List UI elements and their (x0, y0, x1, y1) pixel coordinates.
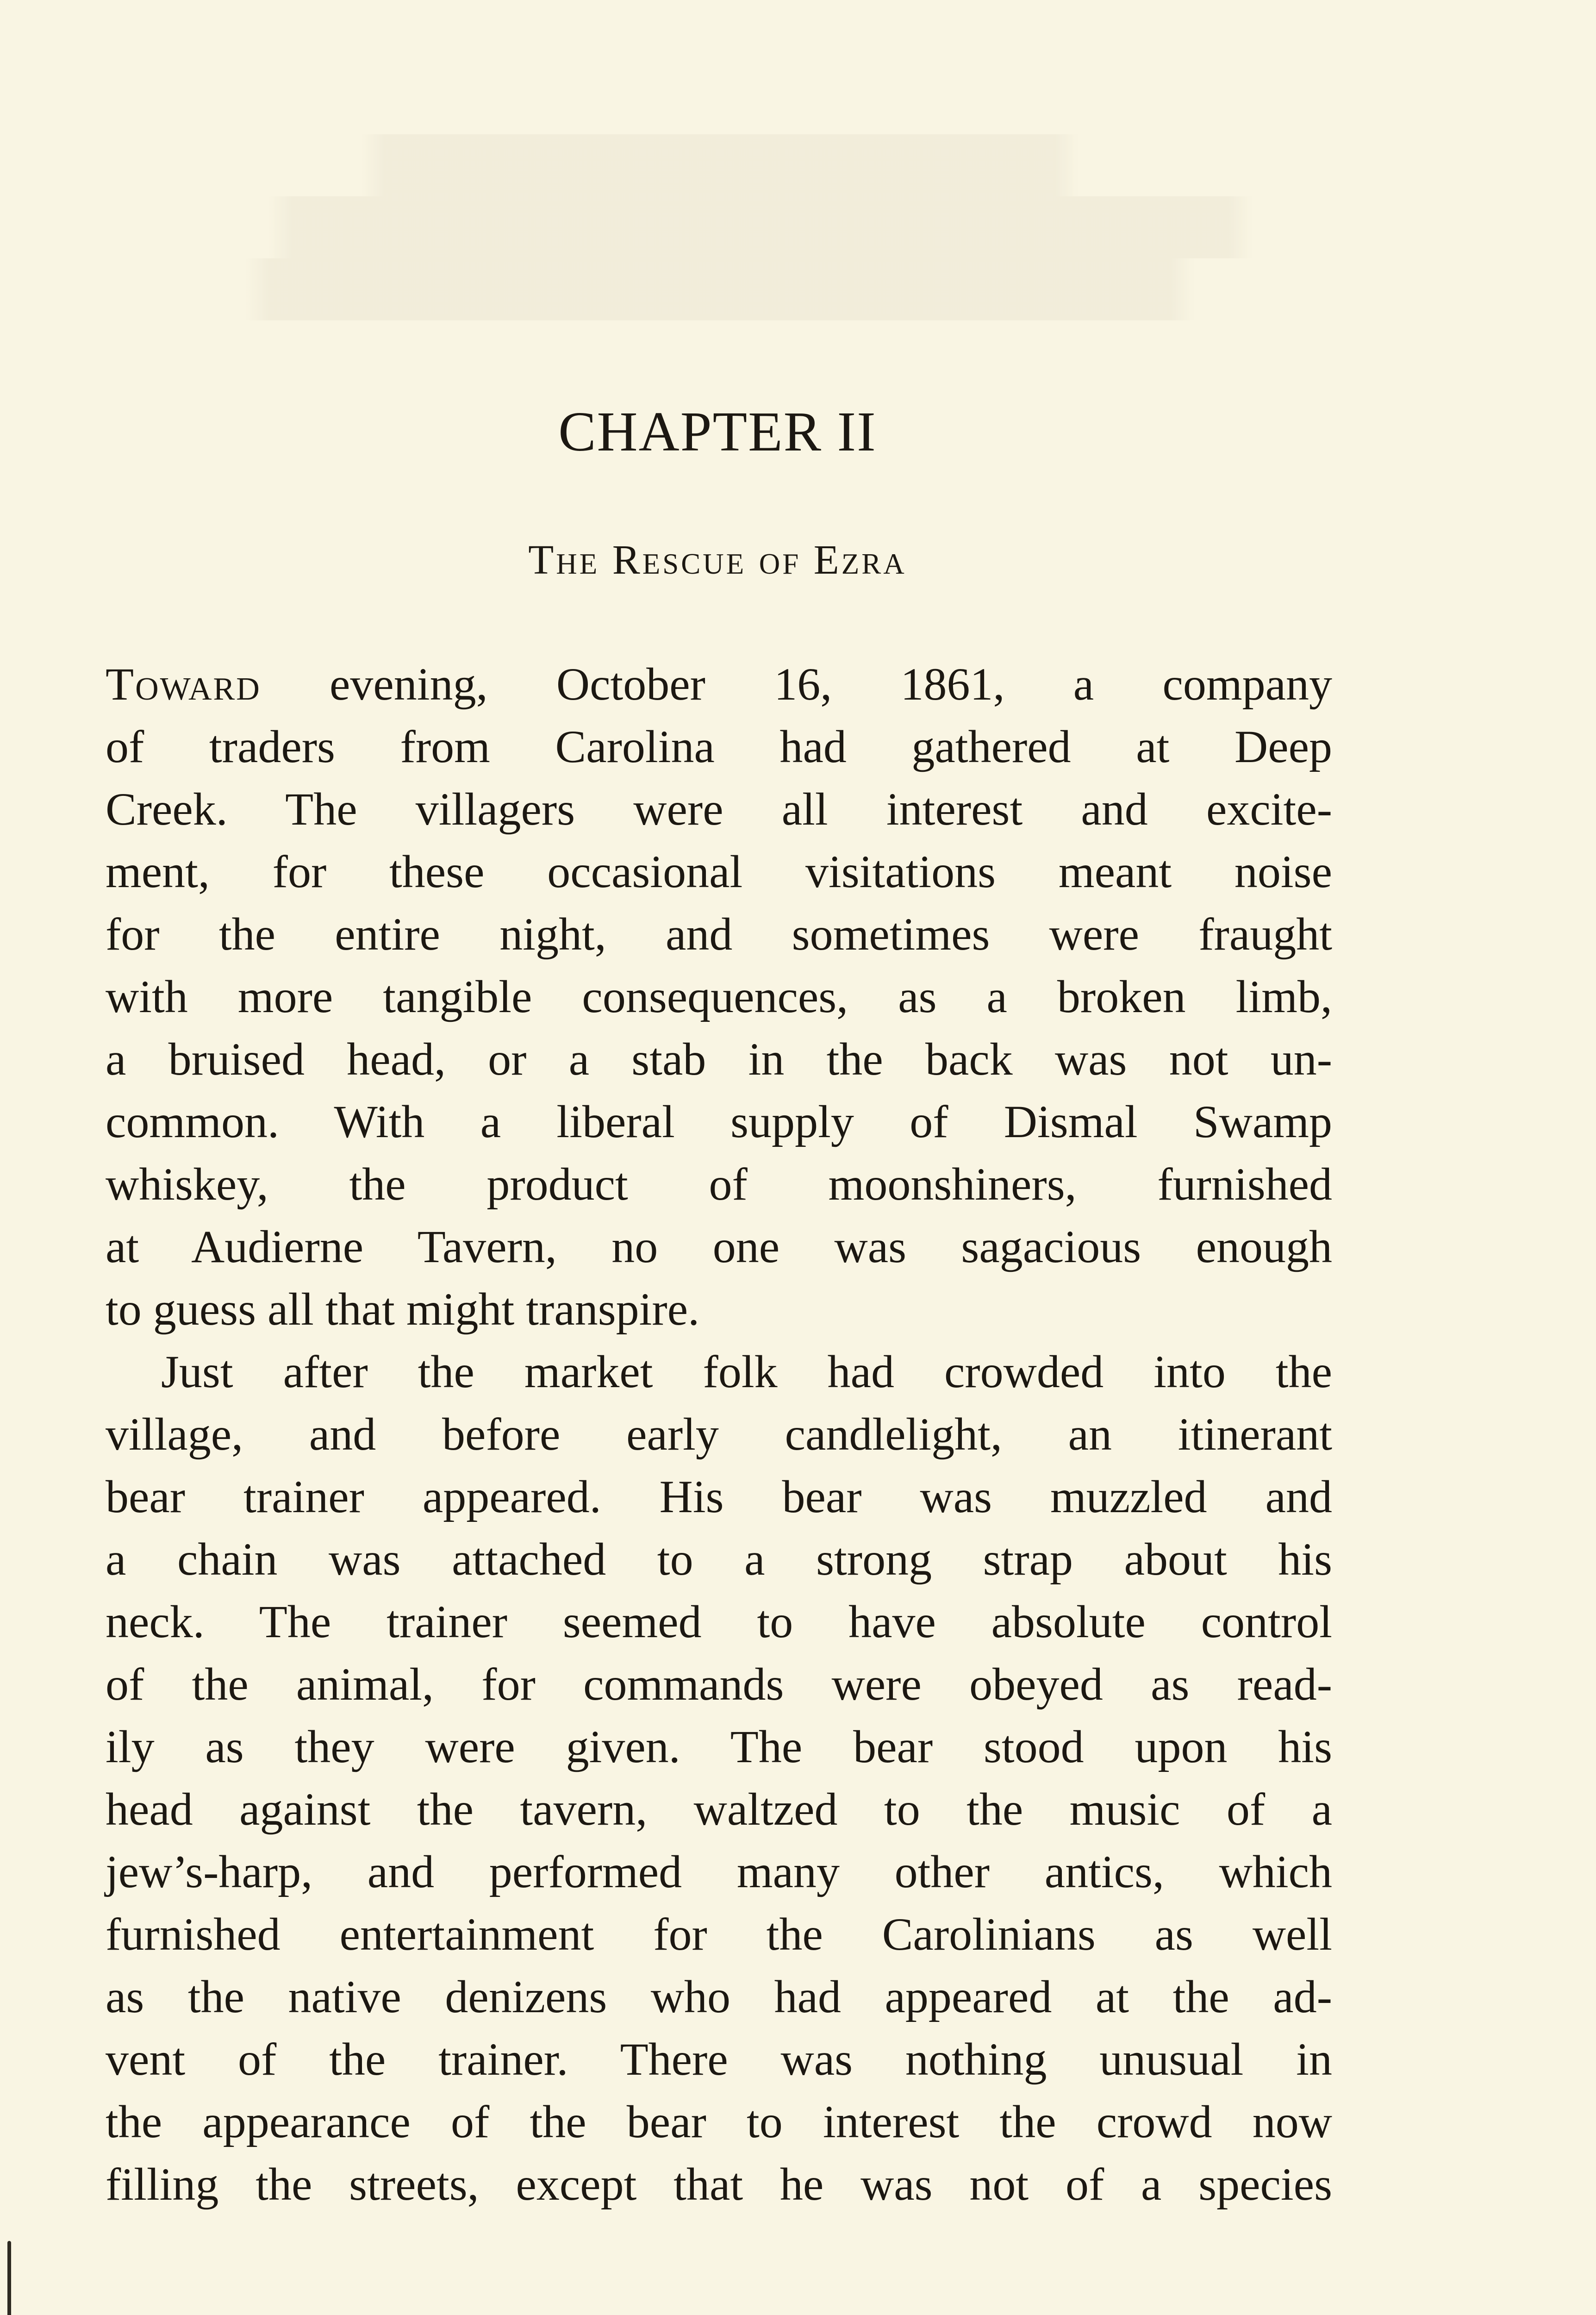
text-line: a bruised head, or a stab in the back was not un- (106, 1033, 1332, 1085)
chapter-subtitle: The Rescue of Ezra (528, 537, 907, 583)
text-line: for the entire night, and sometimes were fraught (106, 908, 1332, 960)
text-line: Creek. The villagers were all interest and excite- (106, 783, 1332, 835)
text-line: as the native denizens who had appeared at the ad- (106, 1971, 1332, 2022)
text-line: a chain was attached to a strong strap about his (106, 1533, 1332, 1585)
chapter-title: CHAPTER II (558, 400, 877, 463)
text-line: of traders from Carolina had gathered at Deep (106, 721, 1332, 772)
text-line: bear trainer appeared. His bear was muzzled and (106, 1471, 1332, 1522)
show-through-bleed (153, 134, 1310, 421)
drop-word: Toward (106, 658, 261, 710)
page-edge-mark (7, 2241, 11, 2315)
chapter-body-text (106, 653, 1332, 2215)
text-line: furnished entertainment for the Carolinians as well (106, 1908, 1332, 1960)
text-line: filling the streets, except that he was not of a species (106, 2159, 1332, 2210)
text-line: jew’s-harp, and performed many other antics, which (106, 1846, 1332, 1897)
text-line: ment, for these occasional visitations meant noise (106, 846, 1332, 897)
text-line: the appearance of the bear to interest the crowd now (106, 2096, 1332, 2147)
text-line: whiskey, the product of moonshiners, furnished (106, 1158, 1332, 1210)
text-line: head against the tavern, waltzed to the music of a (106, 1783, 1332, 1835)
text-line: village, and before early candlelight, an itinerant (106, 1408, 1332, 1460)
text-line: at Audierne Tavern, no one was sagacious enough (106, 1221, 1332, 1272)
text-line (106, 653, 1332, 715)
text-line: with more tangible consequences, as a broken limb, (106, 971, 1332, 1022)
text-line: vent of the trainer. There was nothing unusual in (106, 2033, 1332, 2085)
text-line: Just after the market folk had crowded into the (161, 1346, 1332, 1397)
text-line: neck. The trainer seemed to have absolute control (106, 1596, 1332, 1647)
text-line: ily as they were given. The bear stood upon his (106, 1721, 1332, 1772)
text-line: common. With a liberal supply of Dismal Swamp (106, 1096, 1332, 1147)
text-line: to guess all that might transpire. (106, 1283, 700, 1335)
text-line: of the animal, for commands were obeyed as read- (106, 1658, 1332, 1710)
first-line-rest: evening, October 16, 1861, a company (261, 658, 1332, 710)
